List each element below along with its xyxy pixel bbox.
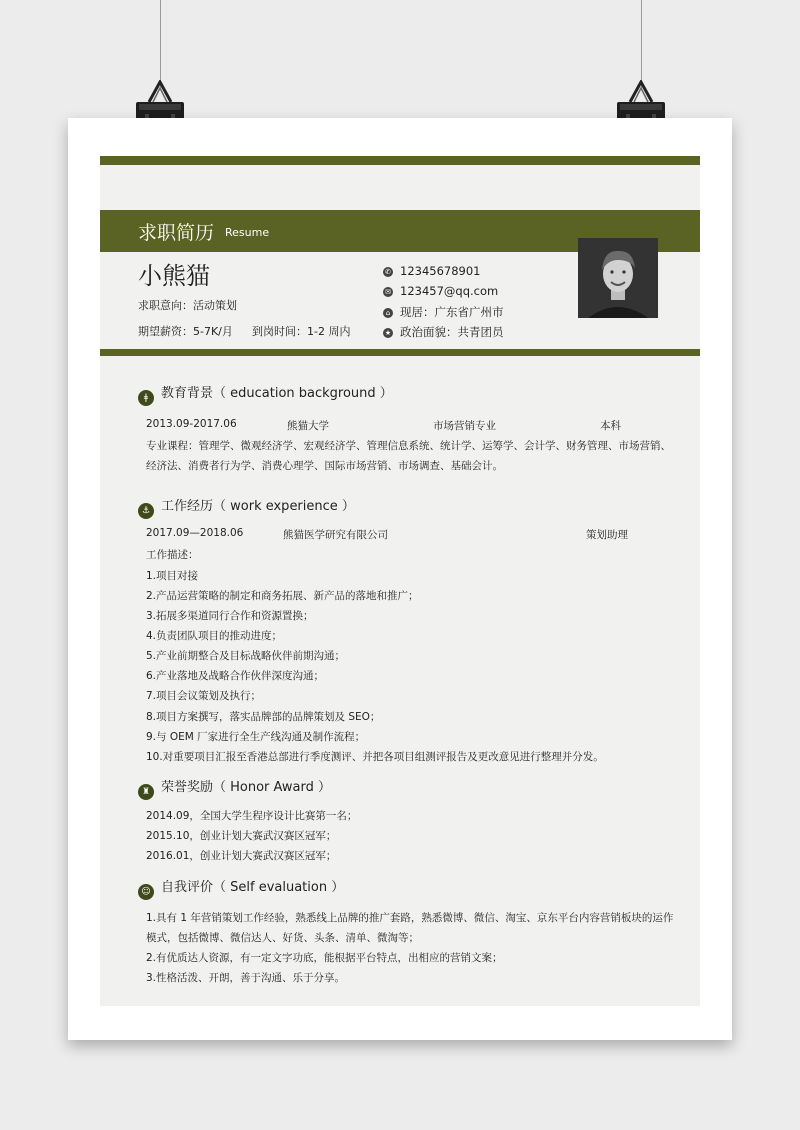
education-period: 2013.09-2017.06: [146, 418, 237, 430]
work-heading-text: 工作经历（ work experience ）: [161, 499, 355, 514]
resume-paper: [68, 118, 732, 1040]
resume-subtitle: Resume: [225, 226, 270, 239]
resume-sheet: [100, 156, 700, 1006]
work-item: 10.对重要项目汇报至香港总部进行季度测评、并把各项目组测评报告及更改意见进行整理并分发。: [146, 751, 604, 763]
self-heading-text: 自我评价（ Self evaluation ）: [161, 880, 345, 895]
contact-email: [383, 284, 498, 298]
top-accent-bar: [100, 156, 700, 165]
honor-heading-text: 荣誉奖励（ Honor Award ）: [161, 780, 331, 795]
education-major: 市场营销专业: [433, 420, 496, 432]
work-role: 策划助理: [586, 529, 628, 541]
work-item: 5.产业前期整合及目标战略伙伴前期沟通；: [146, 650, 346, 662]
education-icon: ǂ: [138, 390, 154, 406]
work-item: 4.负责团队项目的推动进度；: [146, 630, 283, 642]
expected-salary: 期望薪资：5-7K/月: [138, 325, 233, 338]
phone-icon: ✆: [383, 267, 393, 277]
honor-item: 2015.10，创业计划大赛武汉赛区冠军；: [146, 830, 337, 842]
work-company: 熊猫医学研究有限公司: [283, 529, 388, 541]
location-icon: ⌂: [383, 308, 393, 318]
section-education-heading: [138, 382, 393, 406]
self-line: 2.有优质达人资源，有一定文字功底，能根据平台特点，出相应的营销文案；: [146, 952, 503, 964]
work-item: 2.产品运营策略的制定和商务拓展、新产品的落地和推广；: [146, 590, 419, 602]
work-item: 1.项目对接: [146, 570, 199, 582]
work-item: 7.项目会议策划及执行；: [146, 690, 262, 702]
work-description-label: 工作描述：: [146, 549, 199, 561]
self-line: 1.具有 1 年营销策划工作经验，熟悉线上品牌的推广套路，熟悉微博、微信、淘宝、京东平台内容营销板块的运作: [146, 912, 674, 924]
email-icon: ✉: [383, 287, 393, 297]
resume-title: 求职简历: [138, 222, 215, 244]
job-intent: 求职意向：活动策划: [138, 299, 237, 312]
arrival-time: 到岗时间：1-2 周内: [252, 325, 351, 338]
badge-icon: ★: [384, 328, 392, 337]
section-honor-heading: [138, 776, 331, 800]
profile-photo: [578, 238, 658, 318]
work-item: 8.项目方案撰写，落实品牌部的品牌策划及 SEO；: [146, 711, 381, 723]
politics-text: 政治面貌：共青团员: [400, 325, 504, 339]
contact-location: [383, 304, 504, 320]
person-icon: ☺: [138, 884, 154, 900]
candidate-name: 小熊猫: [138, 262, 210, 290]
contact-phone: [383, 264, 480, 278]
education-school: 熊猫大学: [287, 420, 329, 432]
education-courses-line-1: 专业课程：管理学、微观经济学、宏观经济学、管理信息系统、统计学、运筹学、会计学、财务管理、市场营销、: [146, 440, 671, 452]
email-text: 123457@qq.com: [400, 284, 499, 298]
honor-icon: ♜: [138, 784, 154, 800]
phone-text: 12345678901: [400, 264, 481, 278]
education-degree: 本科: [600, 420, 621, 432]
section-work-heading: [138, 495, 355, 519]
work-item: 9.与 OEM 厂家进行全生产线沟通及制作流程；: [146, 731, 366, 743]
self-line: 模式，包括微博、微信达人、好货、头条、清单、微淘等；: [146, 932, 419, 944]
header-divider-bar: [100, 349, 700, 356]
hanging-string-left: [160, 0, 161, 90]
hanging-string-right: [641, 0, 642, 90]
education-courses-line-2: 经济法、消费者行为学、消费心理学、国际市场营销、市场调查、基础会计。: [146, 460, 503, 472]
section-self-heading: [138, 876, 344, 900]
work-item: 3.拓展多渠道同行合作和资源置换；: [146, 610, 314, 622]
honor-item: 2016.01，创业计划大赛武汉赛区冠军；: [146, 850, 337, 862]
location-text: 现居：广东省广州市: [400, 305, 504, 319]
work-period: 2017.09—2018.06: [146, 527, 244, 539]
honor-item: 2014.09，全国大学生程序设计比赛第一名；: [146, 810, 358, 822]
self-line: 3.性格活泼、开朗，善于沟通、乐于分享。: [146, 972, 346, 984]
work-icon: ⚓: [138, 503, 154, 519]
education-heading-text: 教育背景（ education background ）: [161, 386, 393, 401]
contact-politics: [383, 324, 504, 340]
work-item: 6.产业落地及战略合作伙伴深度沟通；: [146, 670, 325, 682]
